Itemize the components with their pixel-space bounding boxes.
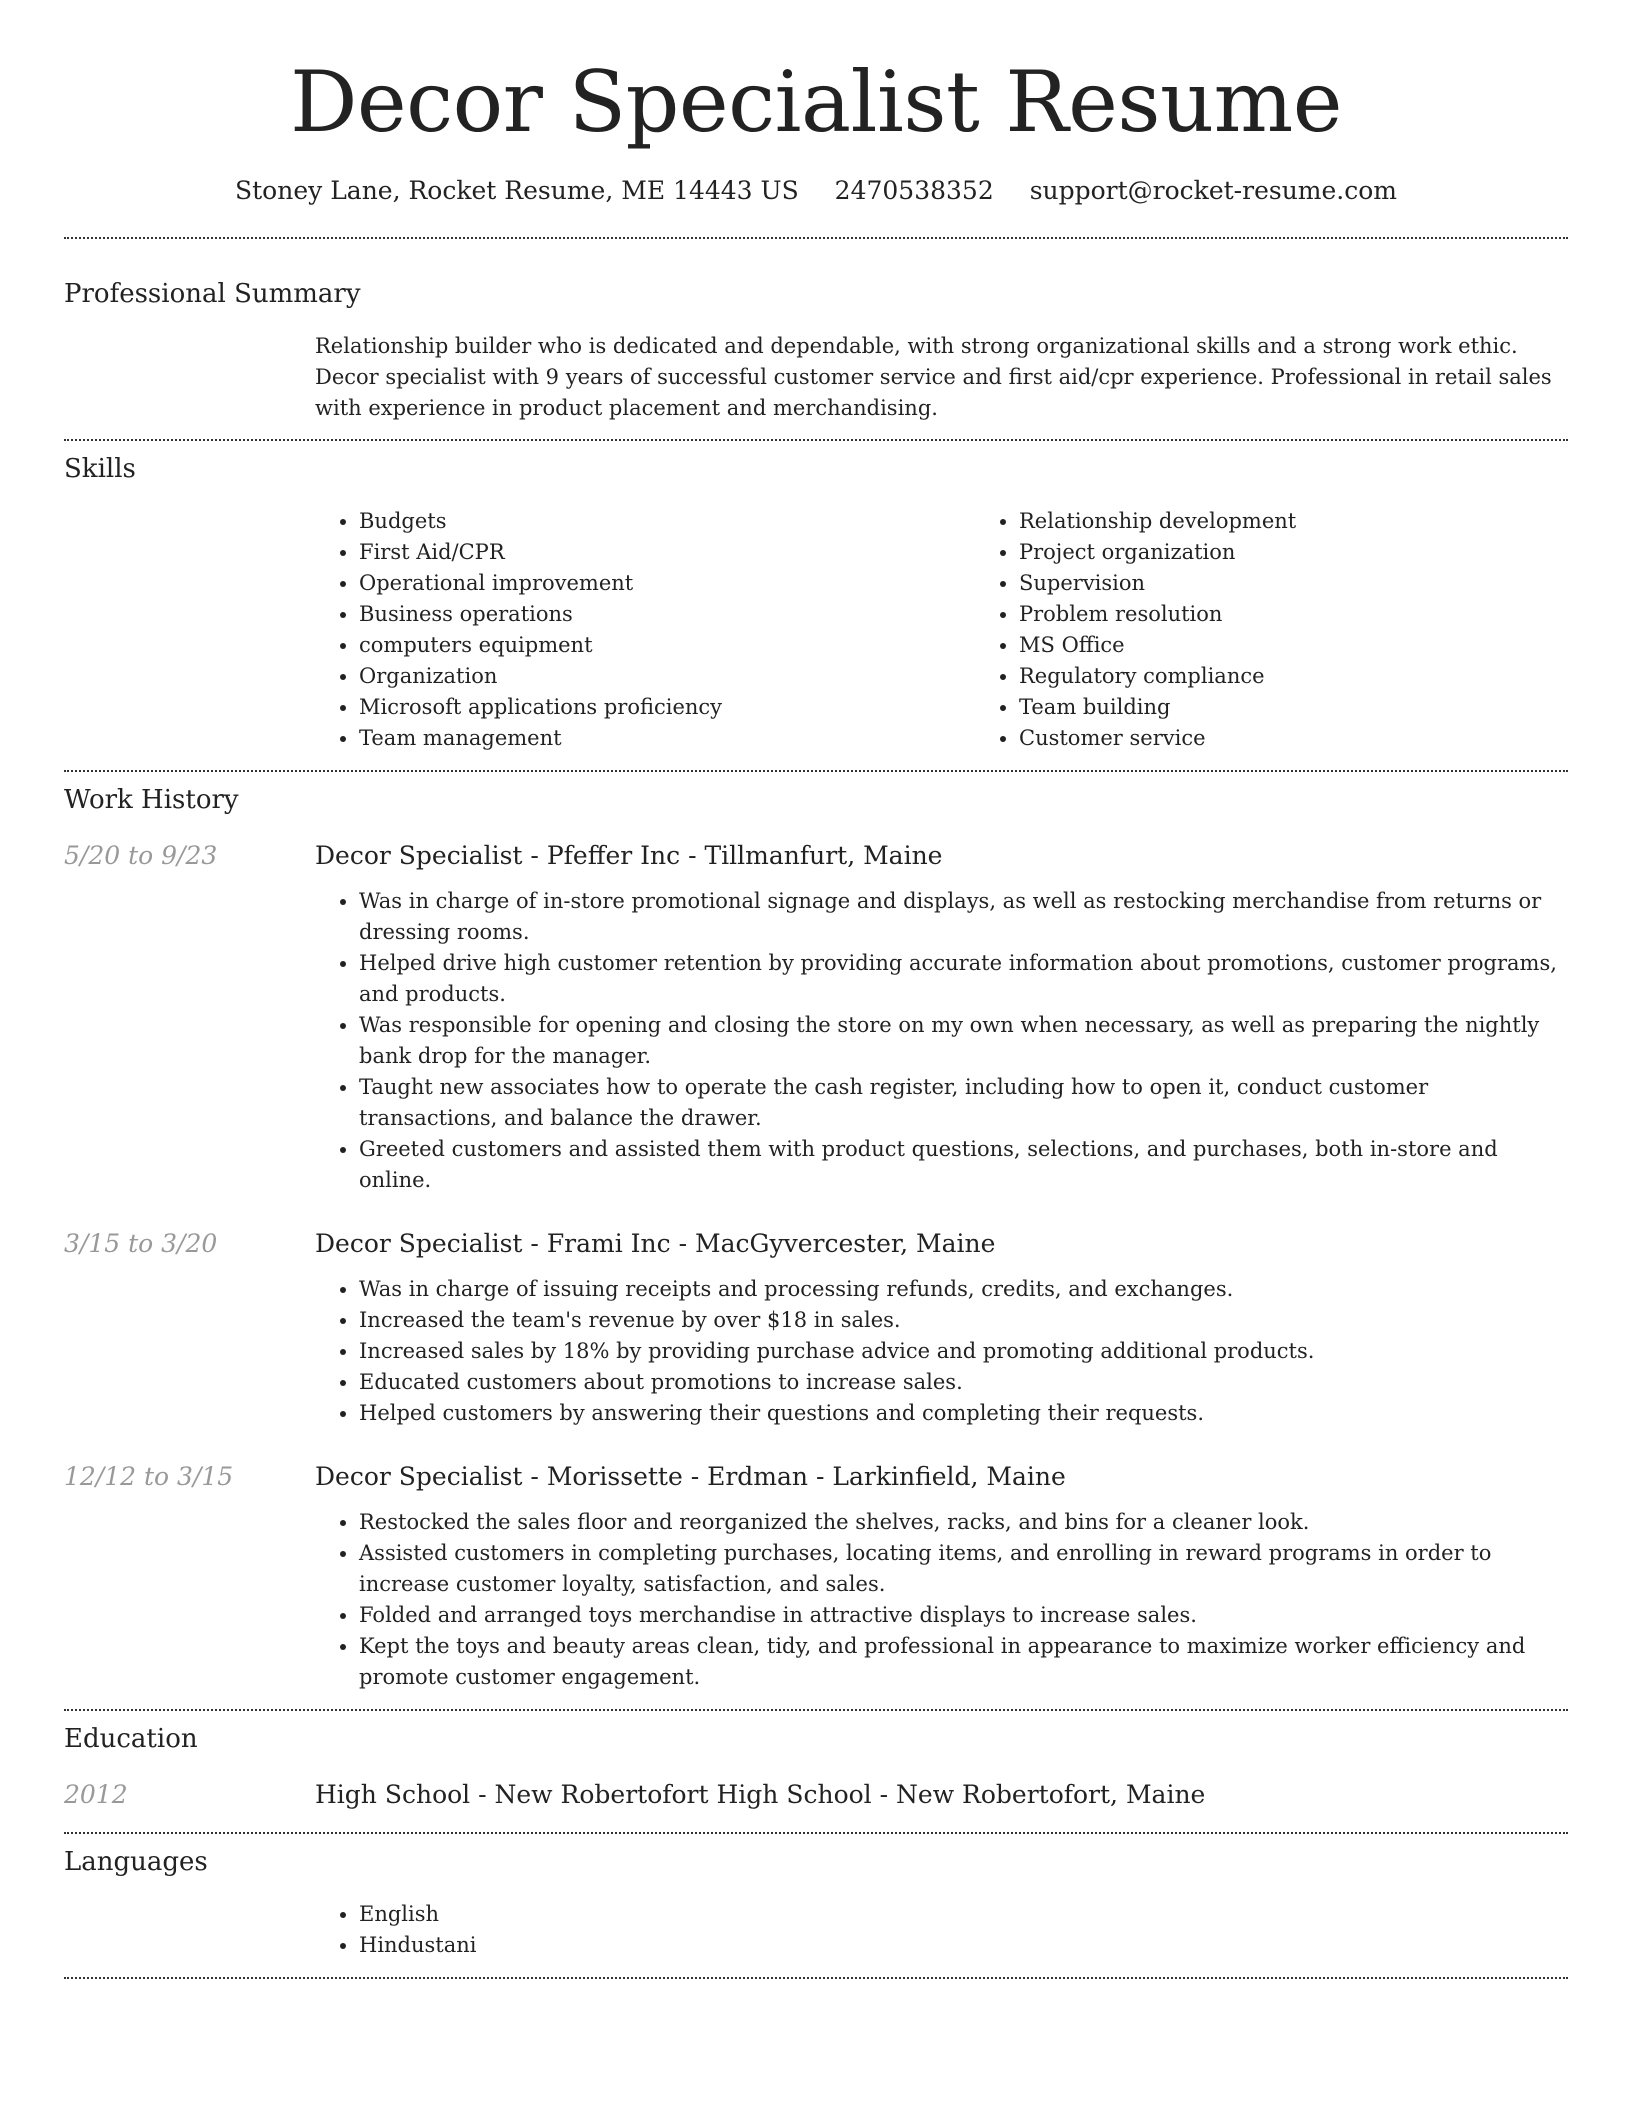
skills-column-1 xyxy=(315,506,975,754)
skill-item: • Organization xyxy=(359,661,975,692)
job-bullet: • Greeted customers and assisted them with product questions, selections, and purchases, both in-store and online. xyxy=(359,1134,1568,1196)
job-title: Decor Specialist - Pfeffer Inc - Tillmanfurt, Maine xyxy=(315,841,943,870)
section-heading: Skills xyxy=(64,454,136,484)
skills-section xyxy=(64,441,1568,754)
job-bullet: • Folded and arranged toys merchandise in attractive displays to increase sales. xyxy=(359,1600,1568,1631)
job-bullet: • Helped drive high customer retention by providing accurate information about promotions, customer programs, and products. xyxy=(359,948,1568,1010)
skill-item: • computers equipment xyxy=(359,630,975,661)
skill-item: • Team building xyxy=(1019,692,1632,723)
job-bullets xyxy=(315,886,1568,1196)
job-bullet: • Was in charge of issuing receipts and processing refunds, credits, and exchanges. xyxy=(359,1274,1568,1305)
skill-item: • MS Office xyxy=(1019,630,1632,661)
languages-list xyxy=(315,1899,1568,1961)
job-bullet: • Was responsible for opening and closing the store on my own when necessary, as well as preparing the nightly bank drop for the manager. xyxy=(359,1010,1568,1072)
education-year: 2012 xyxy=(64,1780,128,1809)
job-dates: 3/15 to 3/20 xyxy=(64,1229,218,1258)
section-heading: Work History xyxy=(64,785,239,815)
job-bullet: • Assisted customers in completing purchases, locating items, and enrolling in reward programs in order to increase customer loyalty, satisfaction, and sales. xyxy=(359,1538,1568,1600)
skill-item: • Supervision xyxy=(1019,568,1632,599)
languages-section xyxy=(64,1834,1568,1961)
divider xyxy=(64,1977,1568,1979)
language-item: • Hindustani xyxy=(359,1930,1568,1961)
contact-phone: 2470538352 xyxy=(834,176,994,205)
summary-text: Relationship builder who is dedicated and dependable, with strong organizational skills and a strong work ethic. Decor specialist with 9 years of successful customer service and first aid/cpr experience. Professional in retail sales with experience in product placement and merchandising. xyxy=(315,334,1552,420)
contact-line xyxy=(64,174,1568,208)
section-heading: Languages xyxy=(64,1847,208,1877)
skills-column-2 xyxy=(975,506,1632,754)
education-section xyxy=(64,1711,1568,1812)
skill-item: • Project organization xyxy=(1019,537,1632,568)
skill-item: • Budgets xyxy=(359,506,975,537)
job-bullet: • Increased sales by 18% by providing purchase advice and promoting additional products. xyxy=(359,1336,1568,1367)
job-title: Decor Specialist - Frami Inc - MacGyvercester, Maine xyxy=(315,1229,996,1258)
education-entry: High School - New Robertofort High School - New Robertofort, Maine xyxy=(315,1780,1206,1809)
job-bullet: • Helped customers by answering their questions and completing their requests. xyxy=(359,1398,1568,1429)
contact-address: Stoney Lane, Rocket Resume, ME 14443 US xyxy=(235,176,799,205)
job-bullet: • Kept the toys and beauty areas clean, tidy, and professional in appearance to maximize worker efficiency and promote customer engagement. xyxy=(359,1631,1568,1693)
job-bullet: • Increased the team's revenue by over $18 in sales. xyxy=(359,1305,1568,1336)
job-dates: 12/12 to 3/15 xyxy=(64,1462,234,1491)
job-title: Decor Specialist - Morissette - Erdman - Larkinfield, Maine xyxy=(315,1462,1066,1491)
job-bullets xyxy=(315,1507,1568,1693)
section-heading: Professional Summary xyxy=(64,279,361,309)
job-bullet: • Educated customers about promotions to increase sales. xyxy=(359,1367,1568,1398)
skills-list xyxy=(315,506,1632,754)
skill-item: • Team management xyxy=(359,723,975,754)
skill-item: • Regulatory compliance xyxy=(1019,661,1632,692)
job-entry xyxy=(64,1227,1568,1429)
work-section xyxy=(64,772,1568,1693)
job-bullet: • Taught new associates how to operate the cash register, including how to open it, conduct customer transactions, and balance the drawer. xyxy=(359,1072,1568,1134)
skill-item: • First Aid/CPR xyxy=(359,537,975,568)
summary-section xyxy=(64,239,1568,424)
skill-item: • Customer service xyxy=(1019,723,1632,754)
skill-item: • Microsoft applications proficiency xyxy=(359,692,975,723)
skill-item: • Operational improvement xyxy=(359,568,975,599)
resume-title: Decor Specialist Resume xyxy=(290,53,1342,151)
contact-email: support@rocket-resume.com xyxy=(1029,176,1397,205)
skill-item: • Relationship development xyxy=(1019,506,1632,537)
job-entry xyxy=(64,839,1568,1196)
language-item: • English xyxy=(359,1899,1568,1930)
job-bullets xyxy=(315,1274,1568,1429)
job-dates: 5/20 to 9/23 xyxy=(64,841,218,870)
section-heading: Education xyxy=(64,1724,198,1754)
job-entry xyxy=(64,1460,1568,1693)
job-bullet: • Was in charge of in-store promotional signage and displays, as well as restocking merchandise from returns or dressing rooms. xyxy=(359,886,1568,948)
job-bullet: • Restocked the sales floor and reorganized the shelves, racks, and bins for a cleaner look. xyxy=(359,1507,1568,1538)
skill-item: • Problem resolution xyxy=(1019,599,1632,630)
skill-item: • Business operations xyxy=(359,599,975,630)
